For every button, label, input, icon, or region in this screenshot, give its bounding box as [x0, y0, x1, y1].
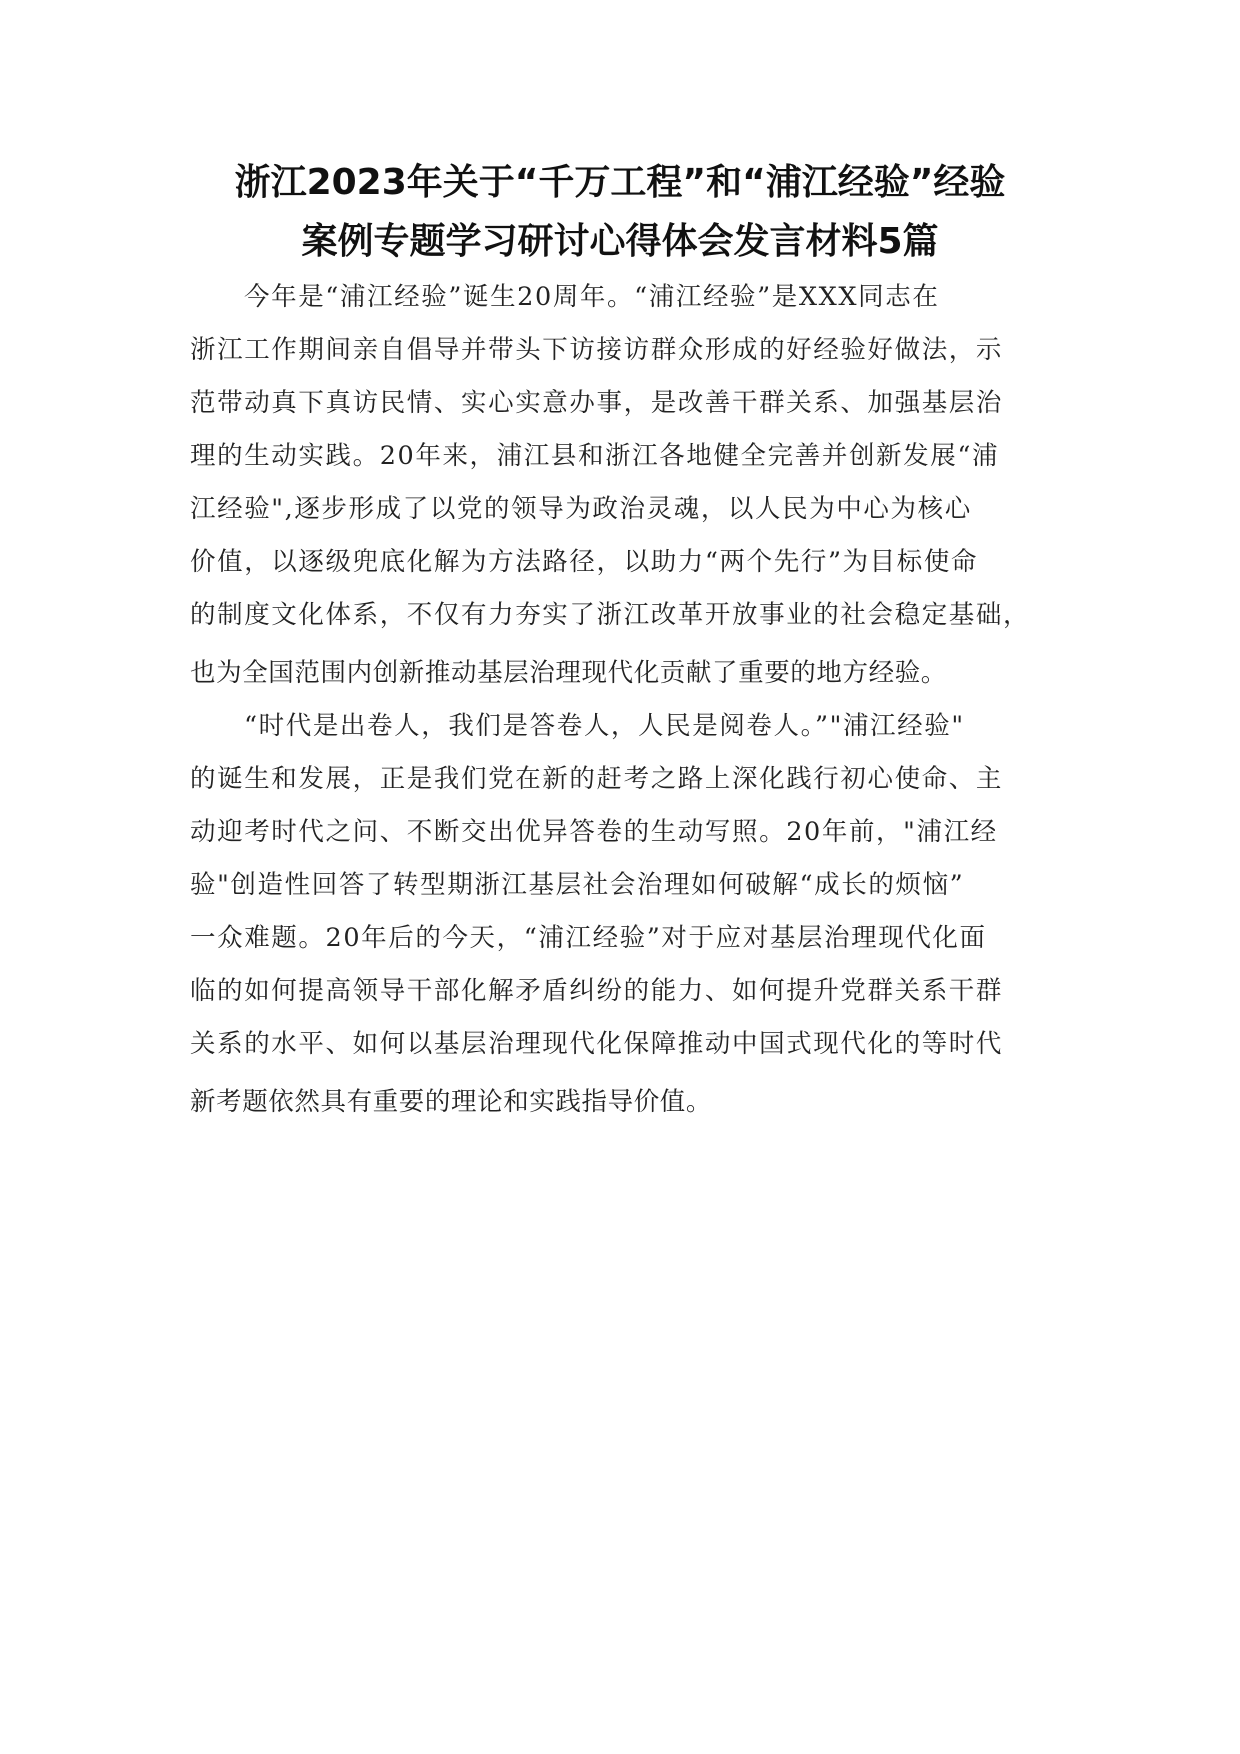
paragraph-line: 临的如何提高领导干部化解矛盾纠纷的能力、如何提升党群关系干群 — [190, 976, 1004, 1006]
paragraph-line: 新考题依然具有重要的理论和实践指导价值。 — [190, 1087, 713, 1117]
paragraph-line: 动迎考时代之问、不断交出优异答卷的生动写照。20年前，"浦江经 — [190, 817, 998, 847]
paragraph-line: 浙江工作期间亲自倡导并带头下访接访群众形成的好经验好做法，示 — [190, 335, 1004, 365]
paragraph-line: 理的生动实践。20年来，浦江县和浙江各地健全完善并创新发展“浦 — [190, 441, 1000, 471]
document-title-line-2: 案例专题学习研讨心得体会发言材料5篇 — [301, 221, 939, 262]
paragraph-line: 也为全国范围内创新推动基层治理现代化贡献了重要的地方经验。 — [190, 658, 947, 688]
paragraph-line: “时代是出卷人，我们是答卷人，人民是阅卷人。”"浦江经验" — [244, 711, 965, 741]
paragraph-line: 验"创造性回答了转型期浙江基层社会治理如何破解“成长的烦恼” — [190, 870, 965, 900]
paragraph-line: 关系的水平、如何以基层治理现代化保障推动中国式现代化的等时代 — [190, 1029, 1004, 1059]
document-title-line-1: 浙江2023年关于“千万工程”和“浦江经验”经验 — [234, 162, 1006, 203]
paragraph-line: 一众难题。20年后的今天，“浦江经验”对于应对基层治理现代化面 — [190, 923, 987, 953]
paragraph-line: 江经验",逐步形成了以党的领导为政治灵魂，以人民为中心为核心 — [190, 494, 972, 524]
paragraph-line: 的制度文化体系，不仅有力夯实了浙江改革开放事业的社会稳定基础， — [190, 600, 1031, 630]
paragraph-line: 范带动真下真访民情、实心实意办事，是改善干群关系、加强基层治 — [190, 388, 1004, 418]
paragraph-line: 今年是“浦江经验”诞生20周年。“浦江经验”是XXX同志在 — [244, 282, 940, 312]
paragraph-line: 的诞生和发展，正是我们党在新的赶考之路上深化践行初心使命、主 — [190, 764, 1004, 794]
paragraph-line: 价值，以逐级兜底化解为方法路径，以助力“两个先行”为目标使命 — [190, 547, 979, 577]
